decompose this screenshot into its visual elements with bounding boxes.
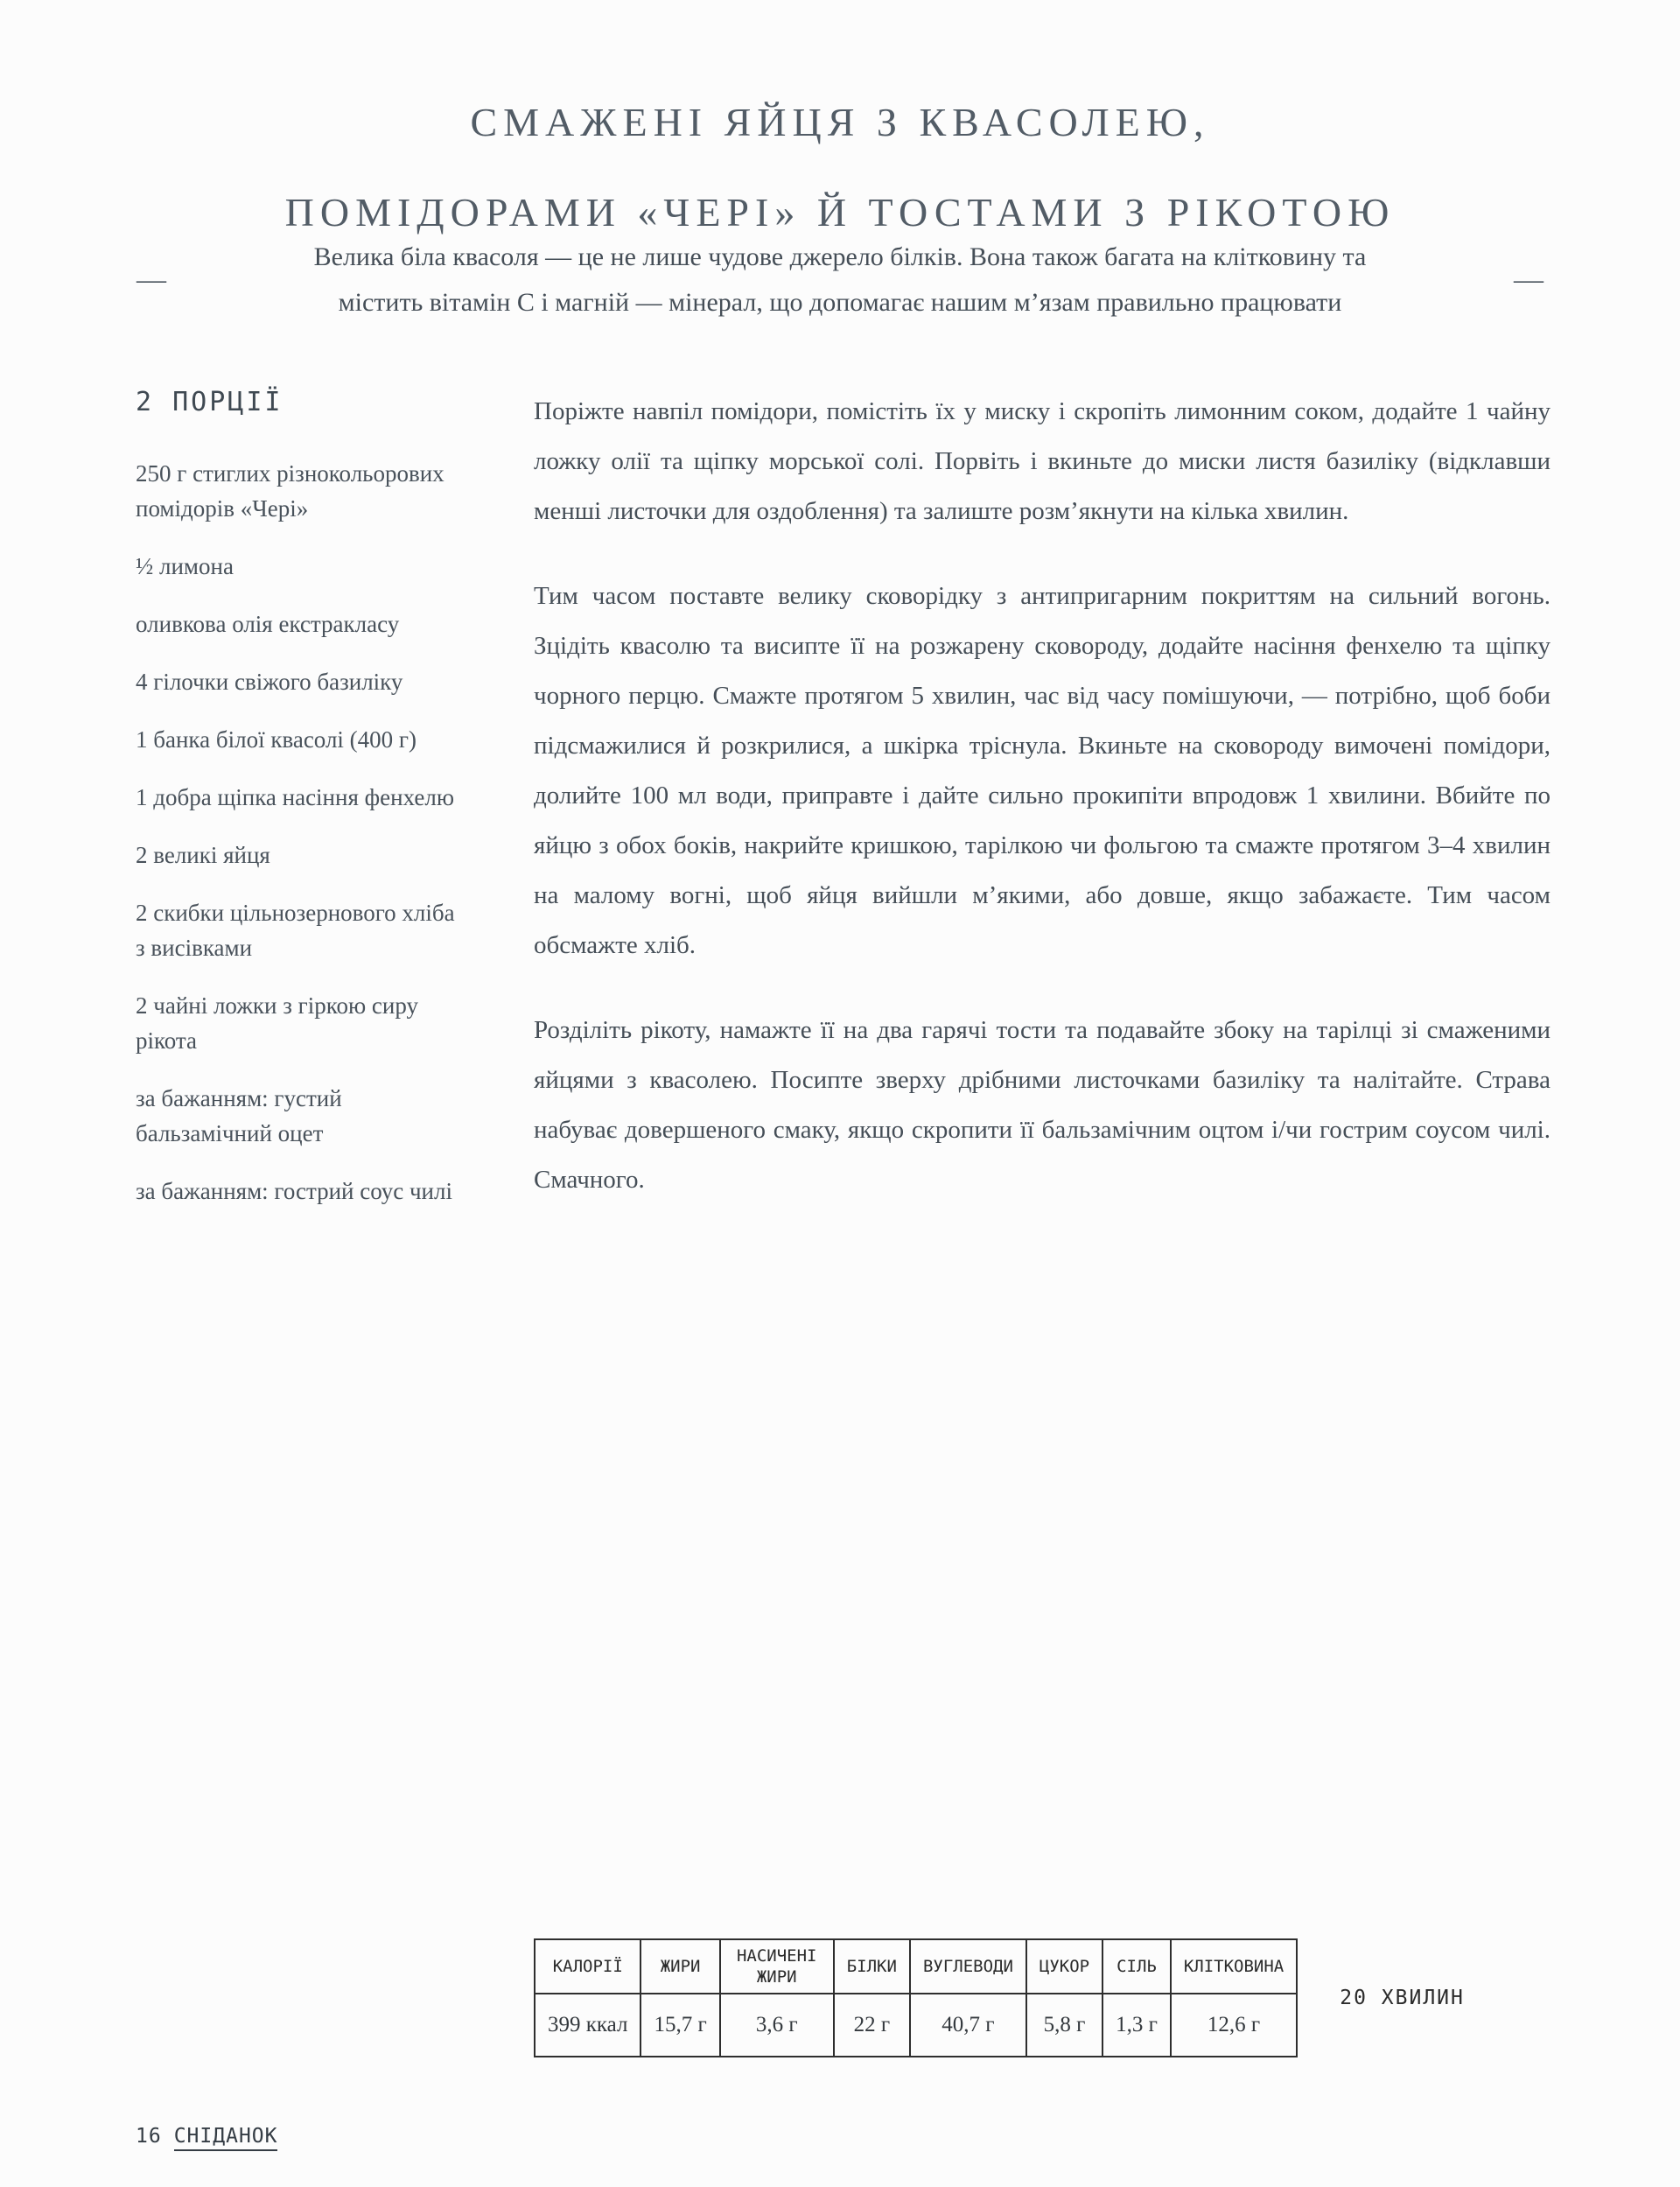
nutrition-values-row: [535, 1994, 1297, 2057]
nutrition-table: [534, 1938, 1298, 2057]
ingredient-item: 250 г стиглих різнокольорових помідорів «Чері»: [136, 460, 444, 522]
instructions: [534, 387, 1550, 1240]
nutrition-header-cell: БІЛКИ: [834, 1939, 910, 1994]
nutrition-value-cell: 5,8 г: [1026, 1994, 1102, 2057]
footer-section-label: СНІДАНОК: [174, 2125, 278, 2151]
page-title-line-1: СМАЖЕНІ ЯЙЦЯ З КВАСОЛЕЮ,: [470, 100, 1210, 144]
ingredient-item: 2 великі яйця: [136, 842, 270, 868]
ingredient-item: за бажанням: гострий соус чилі: [136, 1178, 452, 1204]
servings-heading: 2 ПОРЦІЇ: [136, 387, 284, 417]
ingredient-item: за бажанням: густий бальзамічний оцет: [136, 1085, 342, 1146]
nutrition-value-cell: 22 г: [834, 1994, 910, 2057]
nutrition-header-cell: НАСИЧЕНІ ЖИРИ: [720, 1939, 834, 1994]
instruction-paragraph: Поріжте навпіл помідори, помістіть їх у миску і скропіть лимонним соком, додайте 1 чайну ложку олії та щіпку морської солі. Порвіть і вкиньте до миски листя базиліку (відклавши менші листочки для оздоблення) та залиште розм’якнути на кілька хвилин.: [534, 397, 1550, 525]
nutrition-header-cell: КЛІТКОВИНА: [1171, 1939, 1297, 1994]
ingredients-sidebar: [136, 387, 468, 1231]
nutrition-value-cell: 3,6 г: [720, 1994, 834, 2057]
intro-text: Велика біла квасоля — це не лише чудове джерело білків. Вона також багата на клітковину та містить вітамін C і магній — мінерал, що допомагає нашим м’язам правильно працювати: [313, 242, 1367, 317]
nutrition-header-row: [535, 1939, 1297, 1994]
instruction-paragraph: Розділіть рікоту, намажте її на два гарячі тости та подавайте збоку на тарілці зі смаженими яйцями з квасолею. Посипте зверху дрібними листочками базиліку та налітайте. Страва набуває довершеного смаку, якщо скропити її бальзамічним оцтом і/чи гострим соусом чилі. Смачного.: [534, 1016, 1550, 1194]
page-title-line-2: ПОМІДОРАМИ «ЧЕРІ» Й ТОСТАМИ З РІКОТОЮ: [284, 190, 1396, 235]
intro-block: [131, 235, 1549, 326]
footer-page-number: 16: [136, 2125, 162, 2148]
ingredient-item: 2 скибки цільнозернового хліба з висівками: [136, 900, 455, 961]
nutrition-header-cell: ЖИРИ: [640, 1939, 719, 1994]
nutrition-header-cell: ВУГЛЕВОДИ: [910, 1939, 1026, 1994]
nutrition-value-cell: 1,3 г: [1102, 1994, 1171, 2057]
nutrition-value-cell: 399 ккал: [535, 1994, 640, 2057]
nutrition-header-cell: СІЛЬ: [1102, 1939, 1171, 1994]
ingredient-item: 4 гілочки свіжого базиліку: [136, 669, 403, 695]
intro-dash-left: —: [136, 263, 166, 296]
nutrition-block: [534, 1938, 1465, 2057]
ingredient-item: оливкова олія екстракласу: [136, 611, 400, 637]
page-footer: [136, 2125, 277, 2148]
nutrition-header-cell: КАЛОРІЇ: [535, 1939, 640, 1994]
ingredient-item: ½ лимона: [136, 553, 234, 579]
ingredient-item: 1 банка білої квасолі (400 г): [136, 726, 416, 753]
time-label: 20 ХВИЛИН: [1340, 1987, 1465, 2009]
ingredient-item: 1 добра щіпка насіння фенхелю: [136, 784, 455, 810]
ingredients-list: [136, 456, 468, 1209]
intro-dash-right: —: [1514, 263, 1544, 296]
nutrition-header-cell: ЦУКОР: [1026, 1939, 1102, 1994]
instruction-paragraph: Тим часом поставте велику сковорідку з антипригарним покриттям на сильний вогонь. Зцідіть квасолю та висипте її на розжарену сковороду, додайте насіння фенхелю та щіпку чорного перцю. Смажте протягом 5 хвилин, час від часу помішуючи, — потрібно, щоб боби підсмажилися й розкрилися, а шкірка тріснула. Вкиньте на сковороду вимочені помідори, долийте 100 мл води, приправте і дайте сильно прокипіти впродовж 1 хвилини. Вбийте по яйцю з обох боків, накрийте кришкою, тарілкою чи фольгою та смажте протягом 3–4 хвилин на малому вогні, щоб яйця вийшли м’якими, або довше, якщо забажаєте. Тим часом обсмажте хліб.: [534, 582, 1550, 959]
page-title: [0, 77, 1680, 257]
nutrition-value-cell: 15,7 г: [640, 1994, 719, 2057]
ingredient-item: 2 чайні ложки з гіркою сиру рікота: [136, 992, 418, 1054]
nutrition-value-cell: 40,7 г: [910, 1994, 1026, 2057]
nutrition-value-cell: 12,6 г: [1171, 1994, 1297, 2057]
